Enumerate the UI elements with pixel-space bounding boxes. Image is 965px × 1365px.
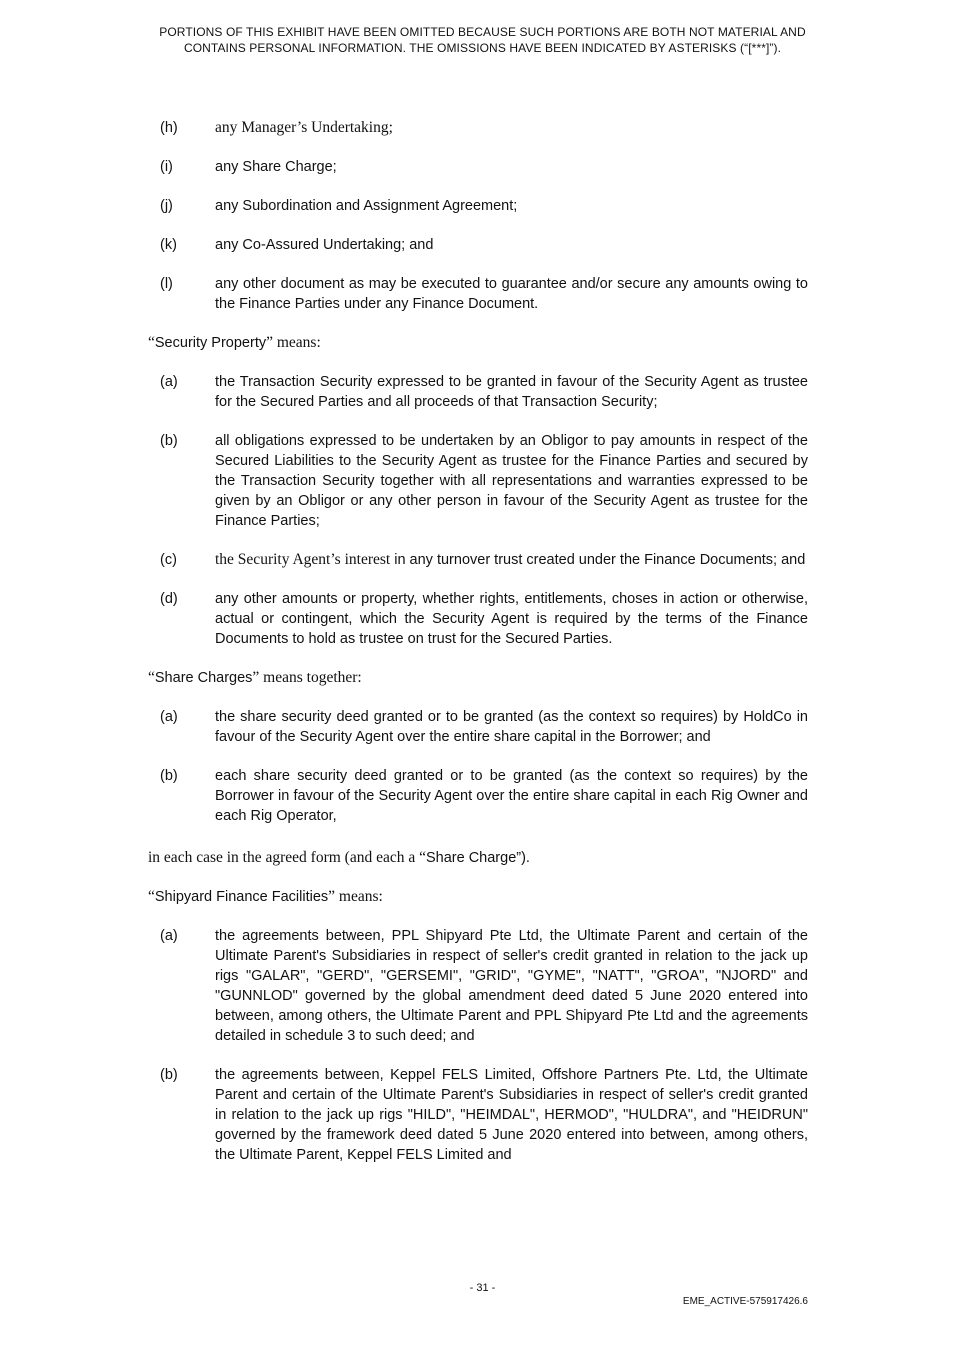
item-label: (b) [160,768,178,784]
list-item [148,372,808,412]
definition-security-property [148,333,808,353]
item-text: the share security deed granted or to be granted (as the context so requires) by HoldCo in favour of the Security Agent over the entire share capital in the Borrower; and [215,709,808,745]
item-label: (c) [160,552,177,568]
definition-lead: ” means: [266,334,321,351]
defined-term: Share Charges [154,670,253,686]
item-text: all obligations expressed to be undertaken by an Obligor to pay amounts in respect of the Secured Liabilities to the Security Agent as trustee for the Finance Parties and secured by the Transaction Security together with all representations and warranties expressed to be given by an Obligor or any other person in favour of the Security Agent as trustee for the Finance Parties; [215,433,808,529]
closing-tail: ”). [516,850,530,866]
list-item [148,235,808,255]
list-item [148,157,808,177]
item-text: any other document as may be executed to guarantee and/or secure any amounts owing to the Finance Parties under any Finance Document. [215,276,808,312]
header-line-2: CONTAINS PERSONAL INFORMATION. THE OMISSIONS HAVE BEEN INDICATED BY ASTERISKS (“[***]”). [183,41,782,55]
list-item [148,118,808,138]
item-text: the agreements between, PPL Shipyard Pte Ltd, the Ultimate Parent and certain of the Ultimate Parent's Subsidiaries in respect of seller's credit granted in relation to the jack up rigs "GALAR", "GERD", "GERSEMI", "GRID", "GYME", "NATT", "GROA", "NJORD" and "GUNNLOD" governed by the global amendment deed dated 5 June 2020 entered into between, among others, the Ultimate Parent and PPL Shipyard Pte Ltd and the agreements detailed in schedule 3 to such deed; and [215,928,808,1044]
list-item [148,707,808,747]
item-label: (h) [160,120,178,136]
item-label: (b) [160,433,178,449]
item-label: (b) [160,1067,178,1083]
item-text: any Share Charge; [215,159,337,175]
list-item [148,589,808,649]
item-text: any Co-Assured Undertaking; and [215,237,434,253]
share-charges-closing [148,848,808,868]
list-item [148,1065,808,1165]
item-text [215,550,808,570]
list-item [148,766,808,826]
omission-notice-header [120,24,845,56]
item-text: any Subordination and Assignment Agreement; [215,198,518,214]
item-label: (k) [160,237,177,253]
item-label: (a) [160,374,178,390]
item-label: (a) [160,928,178,944]
page-number: - 31 - [469,1282,496,1294]
item-text: the agreements between, Keppel FELS Limited, Offshore Partners Pte. Ltd, the Ultimate Parent and certain of the Ultimate Parent's Subsidiaries in respect of seller's credit granted in relation to the jack up rigs "HILD", "HEIMDAL", HERMOD", "HULDRA", and "HEIDRUN" governed by the framework deed dated 5 June 2020 entered into between, among others, the Ultimate Parent, Keppel FELS Limited and [215,1067,808,1163]
document-reference: EME_ACTIVE-575917426.6 [682,1296,808,1307]
document-body [148,118,808,1184]
header-line-1: PORTIONS OF THIS EXHIBIT HAVE BEEN OMITTED BECAUSE SUCH PORTIONS ARE BOTH NOT MATERIAL AND [159,25,806,39]
list-item [148,550,808,570]
quote-open: “ [148,669,155,686]
quote-open: “ [148,334,155,351]
item-label: (d) [160,591,178,607]
defined-term: Security Property [154,335,267,351]
list-item [148,926,808,1046]
definition-shipyard-finance-facilities [148,887,808,907]
item-label: (l) [160,276,173,292]
item-text-rest: in any turnover trust created under the Finance Documents; and [390,552,806,568]
list-item [148,196,808,216]
defined-term: Shipyard Finance Facilities [154,889,329,905]
item-text-serif: the Security Agent’s interest [215,551,391,568]
definition-lead: ” means together: [252,669,362,686]
item-text: any other amounts or property, whether rights, entitlements, choses in action or otherwise, actual or contingent, which the Security Agent is required by the terms of the Finance Documents to hold as trustee on trust for the Secured Parties. [215,591,808,647]
item-label: (i) [160,159,173,175]
defined-term: Share Charge [425,850,517,866]
item-text: each share security deed granted or to be granted (as the context so requires) by the Borrower in favour of the Security Agent over the entire share capital in each Rig Owner and each Rig Operator, [215,768,808,824]
definition-lead: ” means: [328,888,383,905]
item-text: the Transaction Security expressed to be granted in favour of the Security Agent as trustee for the Secured Parties and all proceeds of that Transaction Security; [215,374,808,410]
list-item [148,274,808,314]
item-label: (a) [160,709,178,725]
definition-share-charges [148,668,808,688]
item-text: any Manager’s Undertaking; [215,119,393,136]
closing-text: in each case in the agreed form (and each a “ [148,849,426,866]
list-item [148,431,808,531]
quote-open: “ [148,888,155,905]
item-label: (j) [160,198,173,214]
